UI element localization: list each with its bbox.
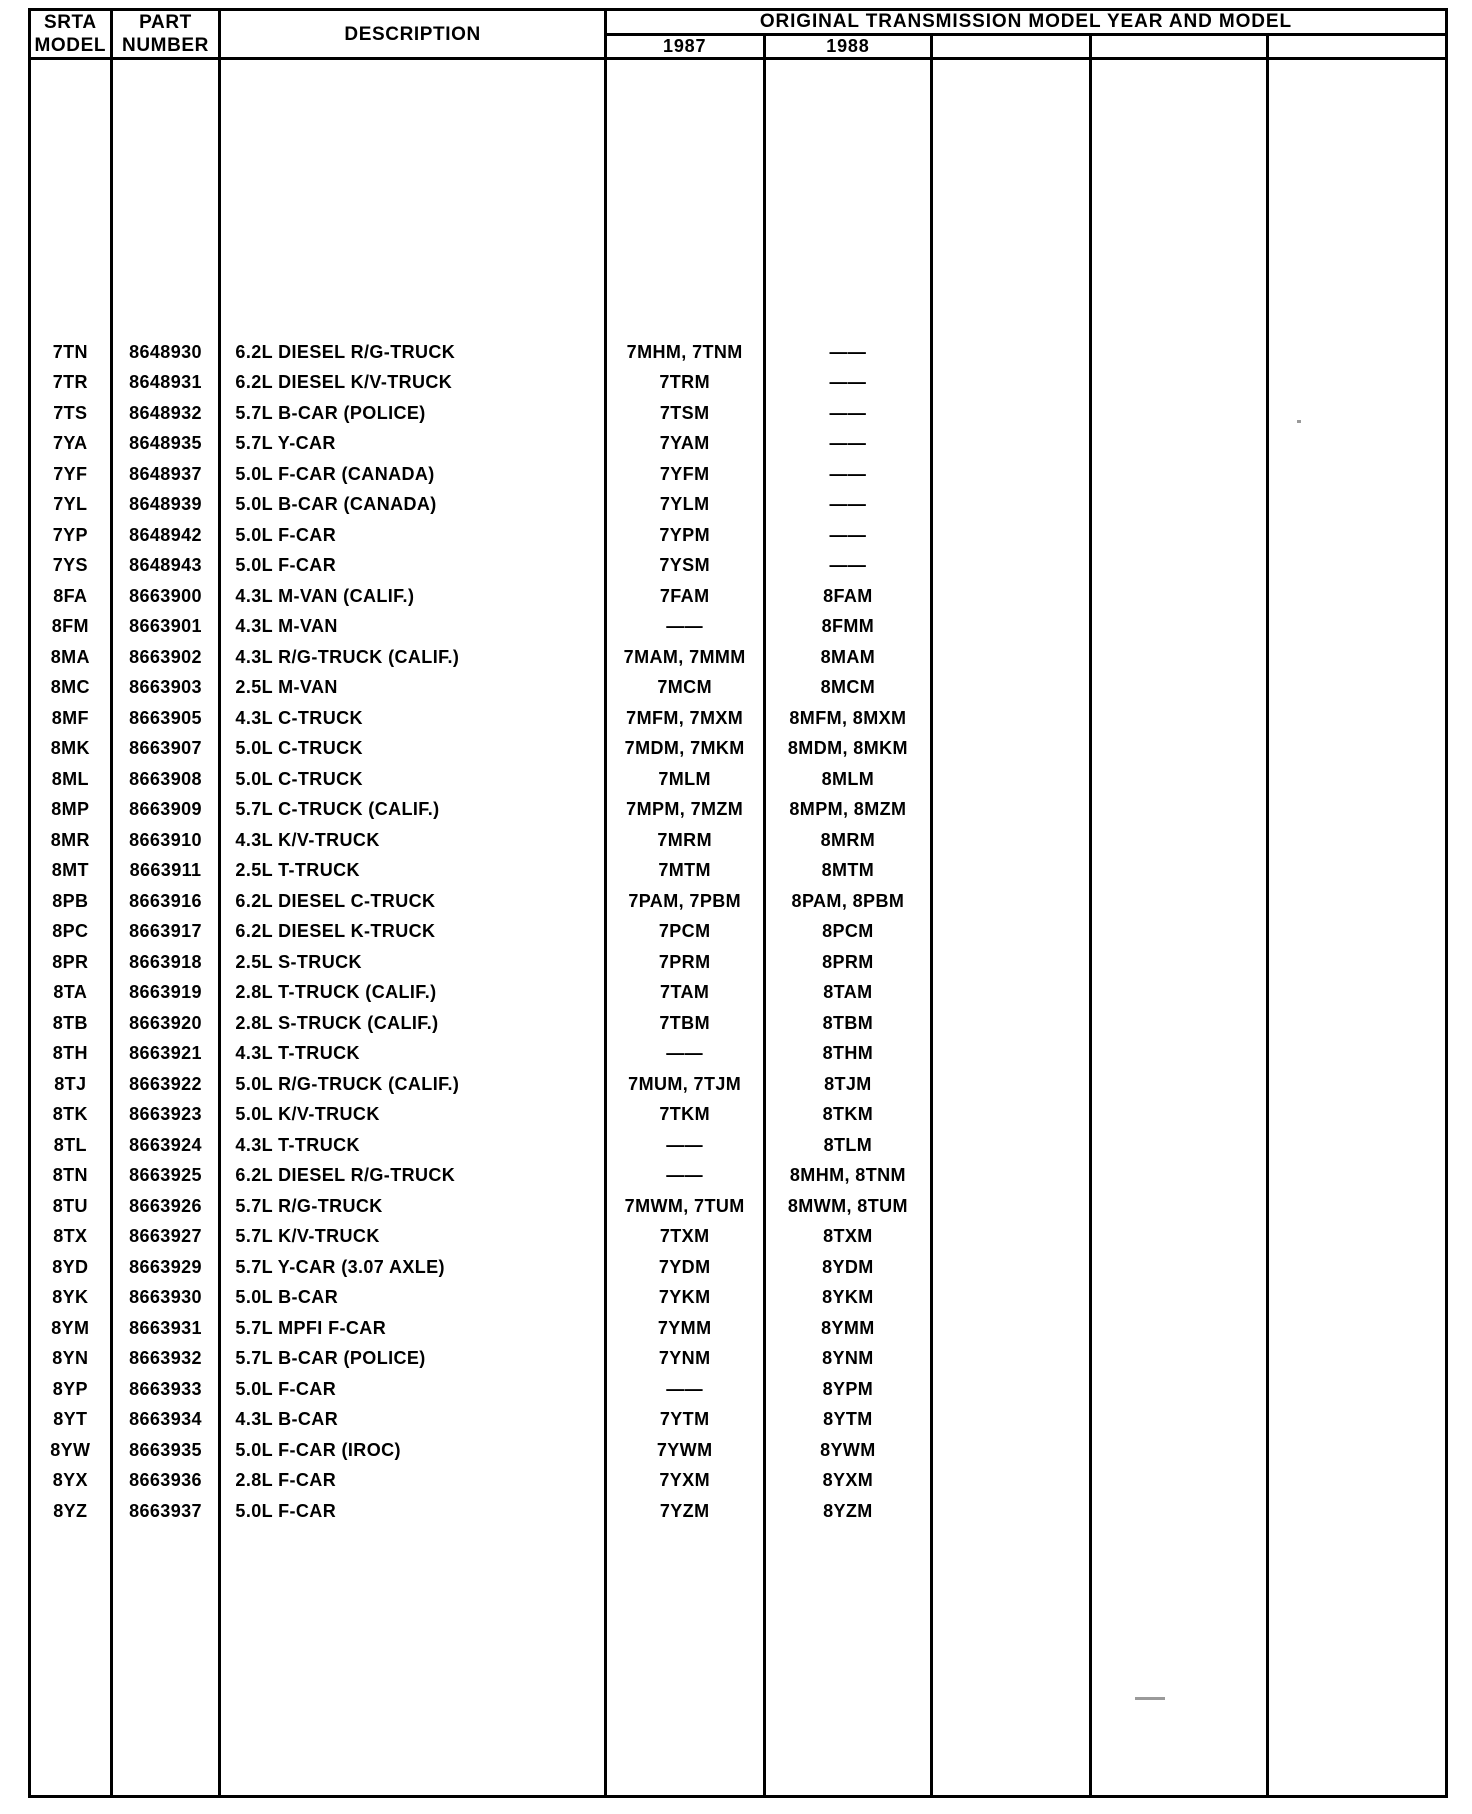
description-cell: 6.2L DIESEL K-TRUCK xyxy=(235,921,436,942)
year-1988-cell: 8MWM, 8TUM xyxy=(787,1195,908,1216)
srta-model-cell: 8MT xyxy=(51,860,89,881)
year-1987-cell: 7YXM xyxy=(659,1470,710,1491)
srta-model-cell: 8FA xyxy=(53,585,88,606)
description-cell: 5.0L C-TRUCK xyxy=(235,738,363,759)
srta-model-cell: 8MC xyxy=(50,677,90,698)
srta-model-cell: 8YN xyxy=(52,1348,89,1369)
year-1988-cell: 8THM xyxy=(822,1043,874,1064)
header-year-1987: 1987 xyxy=(605,35,764,59)
header-year-1988: 1988 xyxy=(764,35,932,59)
description-cell: 4.3L M-VAN (CALIF.) xyxy=(235,585,415,606)
year-1988-cell: —— xyxy=(829,372,867,393)
srta-model-cell: 7YF xyxy=(53,463,88,484)
header-srta-model-line2: MODEL xyxy=(34,35,107,57)
year-1987-cell: 7YMM xyxy=(657,1317,712,1338)
scan-speck xyxy=(1297,420,1301,423)
year-1987-cell: —— xyxy=(666,1043,704,1064)
description-cell: 2.5L M-VAN xyxy=(235,677,338,698)
parts-table xyxy=(28,8,1448,1798)
part-number-cell: 8663937 xyxy=(129,1500,202,1521)
srta-model-cell: 8MK xyxy=(50,738,90,759)
year-1988-cell: 8TXM xyxy=(823,1226,873,1247)
column-description xyxy=(220,59,605,1797)
year-1988-cell: 8FMM xyxy=(821,616,875,637)
year-1987-cell: 7MUM, 7TJM xyxy=(628,1073,742,1094)
description-cell: 5.0L F-CAR xyxy=(235,1500,337,1521)
year-1988-cell: —— xyxy=(829,463,867,484)
srta-model-cell: 8FM xyxy=(51,616,89,637)
year-1988-cell: 8MCM xyxy=(820,677,876,698)
year-1987-cell: 7PRM xyxy=(658,951,711,972)
year-1988-cell: 8TKM xyxy=(822,1104,874,1125)
srta-model-cell: 7YS xyxy=(52,555,88,576)
year-1987-cell: 7TAM xyxy=(660,982,710,1003)
table-body-row xyxy=(30,59,1447,1797)
srta-model-cell: 8TK xyxy=(52,1104,88,1125)
srta-model-cell: 8MF xyxy=(51,707,89,728)
year-1988-cell: 8YZM xyxy=(823,1500,873,1521)
description-cell: 5.0L F-CAR xyxy=(235,524,337,545)
description-cell: 6.2L DIESEL R/G-TRUCK xyxy=(235,1165,456,1186)
part-number-cell: 8663907 xyxy=(129,738,202,759)
srta-model-cell: 7TR xyxy=(52,372,88,393)
year-1987-cell: 7MCM xyxy=(657,677,712,698)
table-header xyxy=(30,10,1447,59)
part-number-cell: 8663902 xyxy=(129,646,202,667)
description-cell: 4.3L M-VAN xyxy=(235,616,338,637)
srta-model-cell: 8PC xyxy=(52,921,89,942)
column-blank-3 xyxy=(1267,59,1446,1797)
srta-model-cell: 8TA xyxy=(53,982,88,1003)
part-number-cell: 8648942 xyxy=(129,524,202,545)
year-1987-cell: 7YLM xyxy=(659,494,710,515)
part-number-cell: 8663926 xyxy=(129,1195,202,1216)
year-1988-cell: 8YPM xyxy=(822,1378,874,1399)
description-cell: 5.0L F-CAR xyxy=(235,555,337,576)
srta-model-cell: 8ML xyxy=(51,768,89,789)
year-1988-cell: —— xyxy=(829,433,867,454)
year-1987-cell: 7YTM xyxy=(659,1409,710,1430)
part-number-cell: 8663932 xyxy=(129,1348,202,1369)
year-1988-cell: 8MTM xyxy=(821,860,875,881)
header-description: DESCRIPTION xyxy=(220,10,605,59)
description-values xyxy=(221,330,603,1527)
year-1988-cell: 8TLM xyxy=(823,1134,873,1155)
srta-model-cell: 7TS xyxy=(53,402,88,423)
description-cell: 2.8L T-TRUCK (CALIF.) xyxy=(235,982,437,1003)
year-1987-cell: 7YAM xyxy=(659,433,710,454)
part-number-cell: 8663909 xyxy=(129,799,202,820)
header-part-number-line2: NUMBER xyxy=(122,35,210,57)
year-1988-cell: 8TAM xyxy=(823,982,873,1003)
description-cell: 5.7L Y-CAR (3.07 AXLE) xyxy=(235,1256,445,1277)
description-cell: 6.2L DIESEL C-TRUCK xyxy=(235,890,436,911)
part-number-cell: 8663918 xyxy=(129,951,202,972)
description-cell: 5.0L R/G-TRUCK (CALIF.) xyxy=(235,1073,460,1094)
part-number-cell: 8663921 xyxy=(129,1043,202,1064)
header-year-blank-3 xyxy=(1267,35,1446,59)
srta-model-cell: 8TH xyxy=(52,1043,88,1064)
srta-model-values xyxy=(31,330,110,1527)
srta-model-cell: 8YK xyxy=(52,1287,89,1308)
description-cell: 5.0L F-CAR xyxy=(235,1378,337,1399)
description-cell: 6.2L DIESEL K/V-TRUCK xyxy=(235,372,453,393)
description-cell: 4.3L T-TRUCK xyxy=(235,1134,360,1155)
part-number-values xyxy=(113,330,219,1527)
scan-speck xyxy=(1135,1697,1165,1700)
part-number-cell: 8663920 xyxy=(129,1012,202,1033)
part-number-cell: 8648935 xyxy=(129,433,202,454)
description-cell: 2.8L F-CAR xyxy=(235,1470,337,1491)
year-1988-cell: 8MAM xyxy=(820,646,876,667)
table-body xyxy=(30,59,1447,1797)
part-number-cell: 8663900 xyxy=(129,585,202,606)
srta-model-cell: 8YZ xyxy=(53,1500,88,1521)
srta-model-cell: 8YP xyxy=(52,1378,88,1399)
year-1988-cell: 8YWM xyxy=(820,1439,876,1460)
description-cell: 5.7L C-TRUCK (CALIF.) xyxy=(235,799,440,820)
column-year-1987 xyxy=(605,59,764,1797)
description-cell: 4.3L R/G-TRUCK (CALIF.) xyxy=(235,646,460,667)
year-1987-cell: 7YPM xyxy=(659,524,710,545)
year-1987-cell: 7FAM xyxy=(659,585,710,606)
srta-model-cell: 8TU xyxy=(52,1195,88,1216)
srta-model-cell: 7YL xyxy=(53,494,88,515)
year-1988-cell: 8PRM xyxy=(822,951,874,972)
part-number-cell: 8663927 xyxy=(129,1226,202,1247)
part-number-cell: 8663903 xyxy=(129,677,202,698)
description-cell: 5.0L K/V-TRUCK xyxy=(235,1104,380,1125)
srta-model-cell: 8MR xyxy=(50,829,90,850)
srta-model-cell: 8PR xyxy=(52,951,89,972)
header-part-number xyxy=(111,10,220,59)
year-1988-cell: 8YTM xyxy=(823,1409,873,1430)
year-1988-cell: —— xyxy=(829,524,867,545)
year-1988-cell: 8YDM xyxy=(822,1256,874,1277)
year-1987-cell: 7MPM, 7MZM xyxy=(626,799,744,820)
srta-model-cell: 7YA xyxy=(53,433,88,454)
column-year-1988 xyxy=(764,59,932,1797)
year-1988-cell: 8MDM, 8MKM xyxy=(787,738,908,759)
header-year-blank-2 xyxy=(1090,35,1267,59)
description-cell: 5.7L K/V-TRUCK xyxy=(235,1226,380,1247)
srta-model-cell: 8TL xyxy=(53,1134,87,1155)
year-1987-cell: 7TRM xyxy=(659,372,710,393)
part-number-cell: 8663911 xyxy=(129,860,202,881)
year-1988-cell: —— xyxy=(829,402,867,423)
part-number-cell: 8663931 xyxy=(129,1317,202,1338)
year-1987-cell: 7MRM xyxy=(657,829,712,850)
part-number-cell: 8663925 xyxy=(129,1165,202,1186)
year-1988-cell: 8MLM xyxy=(821,768,875,789)
description-cell: 5.7L B-CAR (POLICE) xyxy=(235,1348,426,1369)
srta-model-cell: 8YM xyxy=(51,1317,90,1338)
year-1988-cell: 8MFM, 8MXM xyxy=(789,707,907,728)
part-number-cell: 8663910 xyxy=(129,829,202,850)
year-1988-cell: 8MRM xyxy=(820,829,876,850)
srta-model-cell: 8MA xyxy=(50,646,90,667)
part-number-cell: 8663901 xyxy=(129,616,202,637)
part-number-cell: 8648930 xyxy=(129,341,202,362)
year-1988-cell: 8YXM xyxy=(822,1470,874,1491)
part-number-cell: 8648932 xyxy=(129,402,202,423)
part-number-cell: 8663923 xyxy=(129,1104,202,1125)
year-1988-cell: —— xyxy=(829,494,867,515)
description-cell: 5.7L R/G-TRUCK xyxy=(235,1195,383,1216)
year-1987-cell: —— xyxy=(666,1134,704,1155)
year-1988-cell: 8FAM xyxy=(823,585,873,606)
header-part-number-line1: PART xyxy=(139,12,192,33)
year-1987-cell: —— xyxy=(666,1378,704,1399)
part-number-cell: 8663924 xyxy=(129,1134,202,1155)
year-1987-cell: 7MAM, 7MMM xyxy=(623,646,746,667)
part-number-cell: 8663929 xyxy=(129,1256,202,1277)
year-1987-cell: 7TSM xyxy=(659,402,710,423)
header-srta-model-line1: SRTA xyxy=(43,12,97,33)
year-1988-cell: 8YKM xyxy=(822,1287,874,1308)
description-cell: 2.5L T-TRUCK xyxy=(235,860,360,881)
description-cell: 5.7L MPFI F-CAR xyxy=(235,1317,387,1338)
description-cell: 5.0L B-CAR (CANADA) xyxy=(235,494,437,515)
description-cell: 2.8L S-TRUCK (CALIF.) xyxy=(235,1012,439,1033)
year-1987-cell: 7MDM, 7MKM xyxy=(624,738,745,759)
srta-model-cell: 8MP xyxy=(51,799,90,820)
part-number-cell: 8663936 xyxy=(129,1470,202,1491)
srta-model-cell: 8YT xyxy=(53,1409,88,1430)
srta-model-cell: 8TN xyxy=(52,1165,88,1186)
year-1988-cell: 8YMM xyxy=(821,1317,875,1338)
year-1987-cell: 7YKM xyxy=(658,1287,711,1308)
year-1987-cell: 7YWM xyxy=(656,1439,713,1460)
year-1987-cell: 7PAM, 7PBM xyxy=(628,890,742,911)
year-1988-values xyxy=(766,330,931,1527)
year-1988-cell: 8YNM xyxy=(822,1348,874,1369)
part-number-cell: 8663935 xyxy=(129,1439,202,1460)
year-1987-cell: 7YDM xyxy=(658,1256,711,1277)
srta-model-cell: 8TB xyxy=(52,1012,88,1033)
srta-model-cell: 8YW xyxy=(50,1439,91,1460)
description-cell: 2.5L S-TRUCK xyxy=(235,951,362,972)
year-1987-cell: 7MHM, 7TNM xyxy=(626,341,743,362)
column-srta-model xyxy=(30,59,112,1797)
part-number-cell: 8663934 xyxy=(129,1409,202,1430)
part-number-cell: 8648939 xyxy=(129,494,202,515)
year-1987-cell: 7PCM xyxy=(658,921,711,942)
part-number-cell: 8648937 xyxy=(129,463,202,484)
year-1987-cell: 7TKM xyxy=(659,1104,710,1125)
srta-model-cell: 8TJ xyxy=(54,1073,87,1094)
year-1987-cell: 7YFM xyxy=(659,463,710,484)
description-cell: 4.3L K/V-TRUCK xyxy=(235,829,380,850)
description-cell: 4.3L C-TRUCK xyxy=(235,707,363,728)
part-number-cell: 8663930 xyxy=(129,1287,202,1308)
part-number-cell: 8648931 xyxy=(129,372,202,393)
year-1987-cell: —— xyxy=(666,616,704,637)
part-number-cell: 8663919 xyxy=(129,982,202,1003)
year-1987-values xyxy=(607,330,763,1527)
description-cell: 5.0L B-CAR xyxy=(235,1287,339,1308)
year-1987-cell: 7TXM xyxy=(659,1226,710,1247)
part-number-cell: 8663933 xyxy=(129,1378,202,1399)
srta-model-cell: 8YX xyxy=(52,1470,88,1491)
year-1988-cell: 8MHM, 8TNM xyxy=(789,1165,906,1186)
part-number-cell: 8663922 xyxy=(129,1073,202,1094)
column-part-number xyxy=(111,59,220,1797)
year-1988-cell: —— xyxy=(829,555,867,576)
srta-model-cell: 8PB xyxy=(52,890,89,911)
description-cell: 6.2L DIESEL R/G-TRUCK xyxy=(235,341,456,362)
description-cell: 5.0L F-CAR (CANADA) xyxy=(235,463,435,484)
year-1987-cell: 7MTM xyxy=(658,860,711,881)
year-1987-cell: 7MWM, 7TUM xyxy=(624,1195,745,1216)
year-1988-cell: 8TJM xyxy=(824,1073,872,1094)
part-number-cell: 8648943 xyxy=(129,555,202,576)
part-number-cell: 8663917 xyxy=(129,921,202,942)
srta-model-cell: 8TX xyxy=(53,1226,88,1247)
year-1987-cell: 7MLM xyxy=(658,768,711,789)
year-1988-cell: 8MPM, 8MZM xyxy=(789,799,907,820)
header-row-top xyxy=(30,10,1447,35)
srta-model-cell: 7TN xyxy=(52,341,88,362)
year-1987-cell: 7YNM xyxy=(658,1348,711,1369)
part-number-cell: 8663908 xyxy=(129,768,202,789)
year-1987-cell: 7YSM xyxy=(659,555,710,576)
srta-model-cell: 8YD xyxy=(52,1256,89,1277)
year-1988-cell: —— xyxy=(829,341,867,362)
description-cell: 5.0L C-TRUCK xyxy=(235,768,363,789)
header-original-transmission-group: ORIGINAL TRANSMISSION MODEL YEAR AND MODEL xyxy=(605,10,1446,35)
year-1988-cell: 8PAM, 8PBM xyxy=(791,890,905,911)
header-srta-model xyxy=(30,10,112,59)
description-cell: 4.3L B-CAR xyxy=(235,1409,339,1430)
description-cell: 4.3L T-TRUCK xyxy=(235,1043,360,1064)
description-cell: 5.7L Y-CAR xyxy=(235,433,336,454)
srta-model-cell: 7YP xyxy=(52,524,88,545)
year-1988-cell: 8PCM xyxy=(822,921,874,942)
header-year-blank-1 xyxy=(932,35,1091,59)
year-1987-cell: 7YZM xyxy=(659,1500,710,1521)
part-number-cell: 8663905 xyxy=(129,707,202,728)
column-blank-2 xyxy=(1090,59,1267,1797)
part-number-cell: 8663916 xyxy=(129,890,202,911)
column-blank-1 xyxy=(932,59,1091,1797)
description-cell: 5.0L F-CAR (IROC) xyxy=(235,1439,401,1460)
year-1987-cell: 7MFM, 7MXM xyxy=(626,707,744,728)
year-1987-cell: —— xyxy=(666,1165,704,1186)
year-1988-cell: 8TBM xyxy=(822,1012,874,1033)
year-1987-cell: 7TBM xyxy=(659,1012,710,1033)
description-cell: 5.7L B-CAR (POLICE) xyxy=(235,402,426,423)
